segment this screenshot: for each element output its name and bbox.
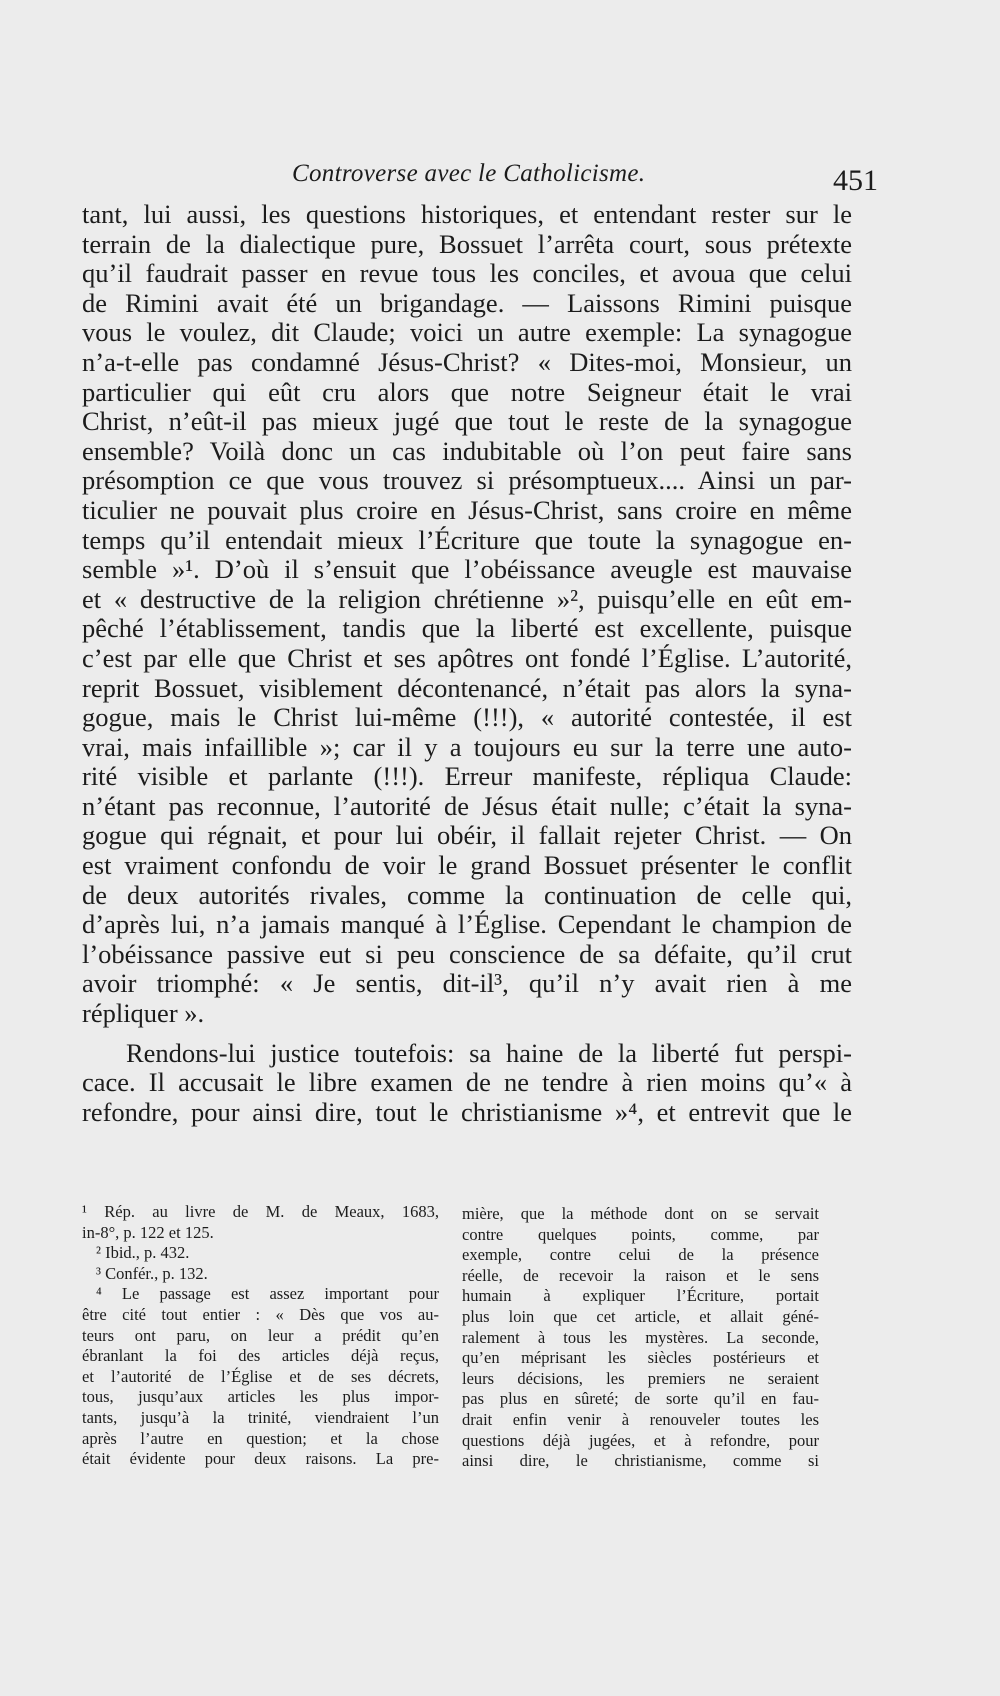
paragraph-1 bbox=[82, 200, 852, 1029]
text-line: ⁴ Le passage est assez important pour bbox=[96, 1284, 439, 1304]
text-line: d’après lui, n’a jamais manqué à l’Église. Cependant le champion de bbox=[82, 909, 852, 940]
text-line: vous le voulez, dit Claude; voici un autre exemple: La synagogue bbox=[82, 317, 852, 348]
text-line: ralement à tous les mystères. La seconde, bbox=[462, 1327, 819, 1347]
text-line: être cité tout entier : « Dès que vos au- bbox=[82, 1304, 439, 1324]
text-line: de Rimini avait été un brigandage. — Laissons Rimini puisque bbox=[82, 287, 852, 318]
text-line: avoir triomphé: « Je sentis, dit-il³, qu’il n’y avait rien à me bbox=[82, 968, 852, 999]
text-line: reprit Bossuet, visiblement décontenancé, n’était pas alors la syna- bbox=[82, 672, 852, 703]
text-line: leurs décisions, les premiers ne seraient bbox=[462, 1368, 819, 1388]
text-line: après l’autre en question; et la chose bbox=[82, 1428, 439, 1448]
text-line: de deux autorités rivales, comme la continuation de celle qui, bbox=[82, 879, 852, 910]
text-line: l’obéissance passive eut si peu conscience de sa défaite, qu’il crut bbox=[82, 938, 852, 969]
text-line: ainsi dire, le christianisme, comme si bbox=[462, 1451, 819, 1471]
text-line: et l’autorité de l’Église et de ses décrets, bbox=[82, 1366, 439, 1386]
text-line: répliquer ». bbox=[82, 998, 205, 1029]
footnotes-right-column bbox=[462, 1204, 819, 1472]
text-line: in-8°, p. 122 et 125. bbox=[82, 1222, 214, 1242]
text-line: exemple, contre celui de la présence bbox=[462, 1245, 819, 1265]
text-line: humain à expliquer l’Écriture, portait bbox=[462, 1286, 819, 1306]
paragraph-2 bbox=[82, 1039, 852, 1128]
text-line: teurs ont paru, on leur a prédit qu’en bbox=[82, 1325, 439, 1345]
text-line: ensemble? Voilà donc un cas indubitable où l’on peut faire sans bbox=[82, 435, 852, 466]
text-line: tous, jusqu’aux articles les plus impor- bbox=[82, 1387, 439, 1407]
text-line: ² Ibid., p. 432. bbox=[96, 1243, 190, 1263]
text-line: et « destructive de la religion chrétienne »², puisqu’elle en eût em- bbox=[82, 583, 852, 614]
text-line: gogue, mais le Christ lui-même (!!!), « autorité contestée, il est bbox=[82, 702, 852, 733]
text-line: réelle, de recevoir la raison et le sens bbox=[462, 1265, 819, 1285]
text-line: tants, jusqu’à la trinité, viendraient l’un bbox=[82, 1407, 439, 1427]
text-line: tant, lui aussi, les questions historiques, et entendant rester sur le bbox=[82, 199, 852, 229]
text-line: qu’en méprisant les siècles postérieurs et bbox=[462, 1348, 819, 1368]
text-line: ébranlant la foi des articles déjà reçus, bbox=[82, 1346, 439, 1366]
text-line: rité visible et parlante (!!!). Erreur manifeste, répliqua Claude: bbox=[82, 761, 852, 792]
text-line: questions déjà jugées, et à refondre, pour bbox=[462, 1430, 819, 1450]
text-line: est vraiment confondu de voir le grand Bossuet présenter le conflit bbox=[82, 850, 852, 881]
text-line: contre quelques points, comme, par bbox=[462, 1224, 819, 1244]
text-line: Rendons-lui justice toutefois: sa haine de la liberté fut perspi- bbox=[126, 1037, 852, 1068]
text-line: qu’il faudrait passer en revue tous les conciles, et avoua que celui bbox=[82, 258, 852, 289]
text-line: cace. Il accusait le libre examen de ne tendre à rien moins qu’« à bbox=[82, 1067, 852, 1098]
text-line: ticulier ne pouvait plus croire en Jésus-Christ, sans croire en même bbox=[82, 494, 852, 525]
page-header bbox=[292, 160, 878, 200]
footnotes-left-column bbox=[82, 1202, 439, 1470]
text-line: temps qu’il entendait mieux l’Écriture que toute la synagogue en- bbox=[82, 524, 852, 555]
text-line: ¹ Rép. au livre de M. de Meaux, 1683, bbox=[82, 1202, 439, 1221]
text-line: pêché l’établissement, tandis que la liberté est excellente, puisque bbox=[82, 613, 852, 644]
text-line: pas plus en sûreté; de sorte qu’il en fau- bbox=[462, 1389, 819, 1409]
text-line: terrain de la dialectique pure, Bossuet l’arrêta court, sous prétexte bbox=[82, 228, 852, 259]
text-line: ³ Confér., p. 132. bbox=[96, 1263, 208, 1283]
text-line: présomption ce que vous trouvez si présomptueux.... Ainsi un par- bbox=[82, 465, 852, 496]
text-line: n’étant pas reconnue, l’autorité de Jésus était nulle; c’était la syna- bbox=[82, 790, 852, 821]
main-text bbox=[82, 200, 852, 1127]
page-number: 451 bbox=[833, 164, 878, 197]
text-line: n’a-t-elle pas condamné Jésus-Christ? « Dites-moi, Monsieur, un bbox=[82, 346, 852, 377]
text-line: c’est par elle que Christ et ses apôtres ont fondé l’Église. L’autorité, bbox=[82, 642, 852, 673]
text-line: particulier qui eût cru alors que notre Seigneur était le vrai bbox=[82, 376, 852, 407]
text-line: plus loin que cet article, et allait géné- bbox=[462, 1306, 819, 1326]
text-line: Christ, n’eût-il pas mieux jugé que tout le reste de la synagogue bbox=[82, 406, 852, 437]
text-line: gogue qui régnait, et pour lui obéir, il fallait rejeter Christ. — On bbox=[82, 820, 852, 851]
text-line: drait enfin venir à renouveler toutes les bbox=[462, 1409, 819, 1429]
text-line: mière, que la méthode dont on se servait bbox=[462, 1204, 819, 1223]
text-line: était évidente pour deux raisons. La pre- bbox=[82, 1449, 439, 1469]
text-line: semble »¹. D’où il s’ensuit que l’obéissance aveugle est mauvaise bbox=[82, 554, 852, 585]
text-line: refondre, pour ainsi dire, tout le christianisme »⁴, et entrevit que le bbox=[82, 1096, 852, 1127]
text-line: vrai, mais infaillible »; car il y a toujours eu sur la terre une auto- bbox=[82, 731, 852, 762]
running-title: Controverse avec le Catholicisme. bbox=[292, 160, 646, 187]
